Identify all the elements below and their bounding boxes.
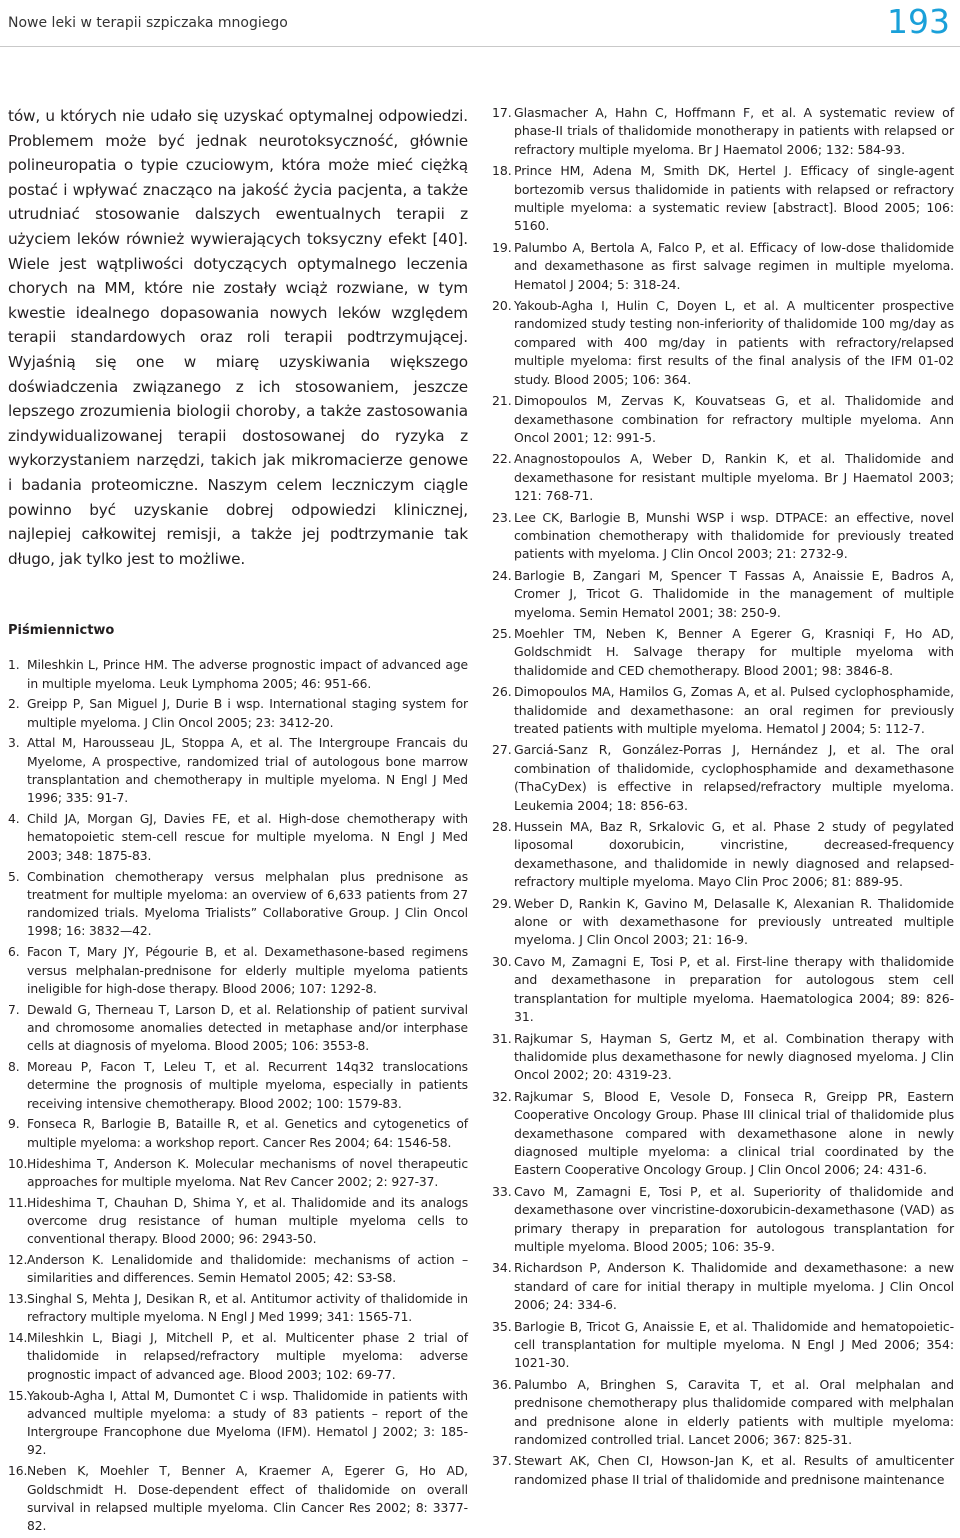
references-list-left — [8, 656, 468, 1535]
reference-item — [8, 1462, 468, 1535]
reference-item — [492, 450, 954, 505]
reference-number: 21. — [492, 393, 512, 409]
references-list-right — [492, 104, 954, 1489]
reference-text: Rajkumar S, Blood E, Vesole D, Fonseca R, Greipp PR, Eastern Cooperative Oncology Group. Phase III clinical trial of thalidomide plus dexamethasone compared with dexamethasone alone in newly diagnosed multiple myeloma: a clinical trial coordinated by the Eastern Cooperative Oncology Group. J Clin Oncol 2006; 24: 431-6. — [514, 1088, 954, 1178]
reference-text: Richardson P, Anderson K. Thalidomide and dexamethasone: a new standard of care for initial therapy in multiple myeloma. J Clin Oncol 2006; 24: 334-6. — [514, 1260, 954, 1313]
reference-text: Rajkumar S, Hayman S, Gertz M, et al. Combination therapy with thalidomide plus dexamethasone for newly diagnosed myeloma. J Clin Oncol 2002; 20: 4319-23. — [514, 1030, 954, 1083]
reference-item — [8, 1329, 468, 1384]
reference-text: Palumbo A, Bringhen S, Caravita T, et al. Oral melphalan and prednisone chemotherapy plus thalidomide compared with melphalan and prednisone alone in elderly patients with multiple myeloma: randomized controlled trial. Lancet 2006; 367: 825-31. — [514, 1376, 954, 1448]
reference-item — [492, 895, 954, 950]
right-column — [492, 104, 954, 1492]
reference-number: 33. — [492, 1183, 512, 1199]
reference-number: 16. — [8, 1464, 28, 1479]
reference-item — [492, 1259, 954, 1314]
reference-item — [492, 1376, 954, 1450]
reference-text: Lee CK, Barlogie B, Munshi WSP i wsp. DTPACE: an effective, novel combination chemotherapy with thalidomide for previously treated patients with myeloma. J Clin Oncol 2003; 21: 2732-9. — [514, 509, 954, 562]
reference-item — [492, 683, 954, 738]
reference-number: 34. — [492, 1260, 512, 1276]
reference-number: 32. — [492, 1088, 512, 1104]
reference-number: 6. — [8, 945, 20, 960]
body-paragraph: tów, u których nie udało się uzyskać optymalnej odpowiedzi. Problemem może być jednak neurotoksyczność, głównie polineuropatia o typie czuciowym, która może mieć ciężką postać i wpływać znacząco na jakość życia pacjenta, a także utrudniać stosowanie dalszych ewentualnych terapii z użyciem leków również wywierających toksyczny efekt [40]. Wiele jest wątpliwości dotyczących optymalnego leczenia chorych na MM, które nie zostały wciąż rozwiane, w tym kwestie idealnego dopasowania nowych leków względem terapii standardowych oraz roli terapii podtrzymującej. Wyjaśnią się one w miarę uzyskiwania większego doświadczenia związanego z ich stosowaniem, jeszcze lepszego zrozumienia biologii choroby, a także zastosowania zindywidualizowanej terapii dostosowanej do ryzyka z wykorzystaniem narzędzi, takich jak mikromacierze genowe i badania proteomiczne. Naszym celem leczniczym ciągle powinno być uzyskanie dobrej odpowiedzi klinicznej, najlepiej całkowitej remisji, a także jej podtrzymanie tak długo, jak tylko jest to możliwe. — [8, 107, 468, 568]
reference-text: Neben K, Moehler T, Benner A, Kraemer A, Egerer G, Ho AD, Goldschmidt H. Dose-dependent effect of thalidomide on overall survival in relapsed multiple myeloma. Clin Cancer Res 2002; 8: 3377-82. — [27, 1464, 468, 1534]
reference-text: Palumbo A, Bertola A, Falco P, et al. Efficacy of low-dose thalidomide and dexamethasone as first salvage regimen in multiple myeloma. Hematol J 2004; 5: 318-24. — [514, 239, 954, 292]
reference-item — [8, 1251, 468, 1288]
reference-item — [8, 1001, 468, 1056]
reference-number: 17. — [492, 105, 512, 120]
reference-text: Prince HM, Adena M, Smith DK, Hertel J. Efficacy of single-agent bortezomib versus thalidomide in patients with relapsed or refractory multiple myeloma: a systematic review [abstract]. Blood 2005; 106: 5160. — [514, 163, 954, 234]
reference-item — [8, 1387, 468, 1460]
reference-item — [8, 1115, 468, 1152]
reference-number: 9. — [8, 1117, 20, 1132]
reference-item — [492, 625, 954, 680]
reference-text: Barlogie B, Tricot G, Anaissie E, et al. Thalidomide and hematopoietic-cell transplantation for multiple myeloma. N Engl J Med 2006; 354: 1021-30. — [514, 1318, 954, 1371]
reference-number: 11. — [8, 1195, 28, 1210]
reference-item — [8, 656, 468, 693]
reference-item — [492, 297, 954, 389]
reference-number: 22. — [492, 451, 512, 467]
reference-text: Singhal S, Mehta J, Desikan R, et al. Antitumor activity of thalidomide in refractory multiple myeloma. N Engl J Med 1999; 341: 1565-71. — [27, 1292, 468, 1325]
reference-item — [8, 868, 468, 941]
reference-item — [8, 1155, 468, 1192]
reference-text: Fonseca R, Barlogie B, Bataille R, et al. Genetics and cytogenetics of multiple myeloma: a workshop report. Cancer Res 2004; 64: 1546-58. — [27, 1117, 468, 1150]
reference-item — [8, 1290, 468, 1327]
reference-number: 30. — [492, 953, 512, 969]
reference-number: 2. — [8, 697, 20, 712]
reference-text: Dewald G, Therneau T, Larson D, et al. Relationship of patient survival and chromosome anomalies detected in metaphase and/or interphase cells at diagnosis of myeloma. Blood 2005; 106: 3553-8. — [27, 1002, 468, 1054]
reference-item — [492, 741, 954, 815]
reference-item — [492, 567, 954, 622]
page-header — [0, 0, 960, 47]
reference-item — [492, 1452, 954, 1489]
reference-text: Hideshima T, Chauhan D, Shima Y, et al. Thalidomide and its analogs overcome drug resistance of human multiple myeloma cells to conventional therapy. Blood 2000; 96: 2943-50. — [27, 1195, 468, 1247]
reference-number: 4. — [8, 812, 20, 827]
reference-number: 36. — [492, 1376, 512, 1392]
reference-text: Mileshkin L, Biagi J, Mitchell P, et al. Multicenter phase 2 trial of thalidomide in relapsed/refractory multiple myeloma: adverse prognostic impact of advanced age. Blood 2003; 102: 69-77. — [27, 1331, 468, 1382]
reference-text: Facon T, Mary JY, Pégourie B, et al. Dexamethasone-based regimens versus melphalan-prednisone for elderly multiple myeloma patients ineligible for high-dose therapy. Blood 2006; 107: 1292-8. — [27, 945, 468, 996]
reference-number: 27. — [492, 742, 512, 758]
reference-number: 14. — [8, 1331, 28, 1346]
reference-number: 15. — [8, 1388, 28, 1403]
reference-item — [492, 1088, 954, 1180]
reference-number: 20. — [492, 298, 512, 314]
reference-text: Hussein MA, Baz R, Srkalovic G, et al. Phase 2 study of pegylated liposomal doxorubicin, vincristine, decreased-frequency dexamethasone, and thalidomide in newly diagnosed and relapsed-refractory multiple myeloma. Mayo Clin Proc 2006; 81: 889-95. — [514, 819, 954, 890]
reference-text: Yakoub-Agha I, Hulin C, Doyen L, et al. A multicenter prospective randomized study testing non-inferiority of thalidomide 100 mg/day as compared with 400 mg/day in patients with refractory/relapsed multiple myeloma: first results of the final analysis of the IFM 01-02 study. Blood 2005; 106: 364. — [514, 298, 954, 387]
reference-text: Moehler TM, Neben K, Benner A Egerer G, Krasniqi F, Ho AD, Goldschmidt H. Salvage therapy for multiple myeloma with thalidomide and CED chemotherapy. Blood 2001; 98: 3846-8. — [514, 625, 954, 678]
reference-text: Garciá-Sanz R, González-Porras J, Hernández J, et al. The oral combination of thalidomide, cyclophosphamide and dexamethasone (ThaCyDex) is effective in relapsed/refractory multiple myeloma. Leukemia 2004; 18: 856-63. — [514, 742, 954, 813]
reference-number: 26. — [492, 684, 512, 700]
reference-item — [8, 734, 468, 807]
reference-number: 29. — [492, 895, 512, 911]
reference-number: 13. — [8, 1292, 28, 1307]
reference-number: 25. — [492, 625, 512, 641]
reference-item — [492, 953, 954, 1027]
reference-text: Anderson K. Lenalidomide and thalidomide: mechanisms of action – similarities and differences. Semin Hematol 2005; 42: S3-S8. — [27, 1252, 468, 1286]
reference-item — [492, 1183, 954, 1257]
page-number: 193 — [887, 2, 950, 41]
reference-number: 1. — [8, 658, 20, 673]
reference-text: Dimopoulos MA, Hamilos G, Zomas A, et al. Pulsed cyclophosphamide, thalidomide and dexamethasone: an oral regimen for previously treated patients with multiple myeloma. Hematol J 2004; 5: 112-7. — [514, 684, 954, 736]
reference-item — [492, 104, 954, 159]
reference-item — [8, 943, 468, 998]
reference-text: Glasmacher A, Hahn C, Hoffmann F, et al. A systematic review of phase-II trials of thalidomide monotherapy in patients with relapsed or refractory multiple myeloma. Br J Haematol 2006; 132: 584-93. — [514, 105, 954, 157]
reference-number: 7. — [8, 1002, 20, 1017]
reference-text: Cavo M, Zamagni E, Tosi P, et al. Superiority of thalidomide and dexamethasone over vincristine-doxorubicin-dexamethasone (VAD) as primary therapy in preparation for autologous transplantation for multiple myeloma. Blood 2005; 106: 35-9. — [514, 1183, 954, 1254]
reference-text: Child JA, Morgan GJ, Davies FE, et al. High-dose chemotherapy with hematopoietic stem-cell rescue for multiple myeloma. N Engl J Med 2003; 348: 1875-83. — [27, 812, 468, 863]
reference-item — [492, 509, 954, 564]
reference-item — [8, 1194, 468, 1249]
reference-item — [492, 392, 954, 447]
reference-number: 18. — [492, 163, 512, 179]
reference-number: 31. — [492, 1030, 512, 1046]
reference-number: 24. — [492, 567, 512, 583]
reference-number: 12. — [8, 1252, 28, 1267]
reference-text: Combination chemotherapy versus melphalan plus prednisone as treatment for multiple myeloma: an overview of 6,633 patients from 27 randomized trials. Myeloma Trialists” Collaborative Group. J Clin Oncol 1998; 16: 3832—42. — [27, 869, 468, 939]
references-heading: Piśmiennictwo — [8, 623, 115, 639]
reference-item — [8, 1058, 468, 1113]
reference-number: 35. — [492, 1318, 512, 1334]
reference-text: Weber D, Rankin K, Gavino M, Delasalle K, Alexanian R. Thalidomide alone or with dexamethasone for previously untreated multiple myeloma. J Clin Oncol 2003; 21: 16-9. — [514, 895, 954, 948]
reference-number: 8. — [8, 1060, 20, 1075]
reference-text: Yakoub-Agha I, Attal M, Dumontet C i wsp. Thalidomide in patients with advanced multiple myeloma: a study of 83 patients – report of the Intergroupe Francophone due Myeloma (IFM). Hematol J 2002; 3: 185-92. — [27, 1388, 468, 1458]
reference-text: Stewart AK, Chen CI, Howson-Jan K, et al. Results of amulticenter randomized phase II trial of thalidomide and prednisone maintenance — [514, 1453, 954, 1487]
reference-number: 19. — [492, 239, 512, 255]
reference-item — [492, 1030, 954, 1085]
reference-item — [492, 239, 954, 294]
reference-item — [492, 162, 954, 236]
reference-number: 3. — [8, 736, 20, 751]
reference-item — [8, 810, 468, 865]
reference-number: 28. — [492, 819, 512, 835]
reference-item — [492, 818, 954, 892]
reference-text: Attal M, Harousseau JL, Stoppa A, et al. The Intergroupe Francais du Myelome, A prospective, randomized trial of autologous bone marrow transplantation and chemotherapy in multiple myeloma. N Engl J Med 1996; 335: 91-7. — [27, 736, 468, 806]
reference-text: Greipp P, San Miguel J, Durie B i wsp. International staging system for multiple myeloma. J Clin Oncol 2005; 23: 3412-20. — [27, 697, 468, 730]
running-title: Nowe leki w terapii szpiczaka mnogiego — [8, 15, 288, 31]
reference-text: Cavo M, Zamagni E, Tosi P, et al. First-line therapy with thalidomide and dexamethasone in preparation for autologous stem cell transplantation for multiple myeloma. Haematologica 2004; 89: 826-31. — [514, 953, 954, 1025]
left-column — [8, 104, 468, 1538]
reference-number: 37. — [492, 1453, 512, 1469]
reference-item — [8, 695, 468, 732]
reference-number: 5. — [8, 869, 20, 884]
reference-text: Anagnostopoulos A, Weber D, Rankin K, et al. Thalidomide and dexamethasone for resistant multiple myeloma. Br J Haematol 2003; 121: 768-71. — [514, 451, 954, 504]
reference-text: Barlogie B, Zangari M, Spencer T Fassas A, Anaissie E, Badros A, Cromer J, Tricot G. Thalidomide in the management of multiple myeloma. Semin Hematol 2001; 38: 250-9. — [514, 567, 954, 620]
reference-text: Hideshima T, Anderson K. Molecular mechanisms of novel therapeutic approaches for multiple myeloma. Nat Rev Cancer 2002; 2: 927-37. — [27, 1156, 468, 1189]
reference-item — [492, 1318, 954, 1373]
reference-text: Mileshkin L, Prince HM. The adverse prognostic impact of advanced age in multiple myeloma. Leuk Lymphoma 2005; 46: 951-66. — [27, 658, 468, 691]
reference-number: 23. — [492, 509, 512, 525]
reference-text: Dimopoulos M, Zervas K, Kouvatseas G, et al. Thalidomide and dexamethasone combination for refractory multiple myeloma. Ann Oncol 2001; 12: 991-5. — [514, 393, 954, 445]
reference-text: Moreau P, Facon T, Leleu T, et al. Recurrent 14q32 translocations determine the prognosis of multiple myeloma, especially in patients receiving intensive chemotherapy. Blood 2002; 100: 1579-83. — [27, 1060, 468, 1111]
reference-number: 10. — [8, 1156, 28, 1171]
